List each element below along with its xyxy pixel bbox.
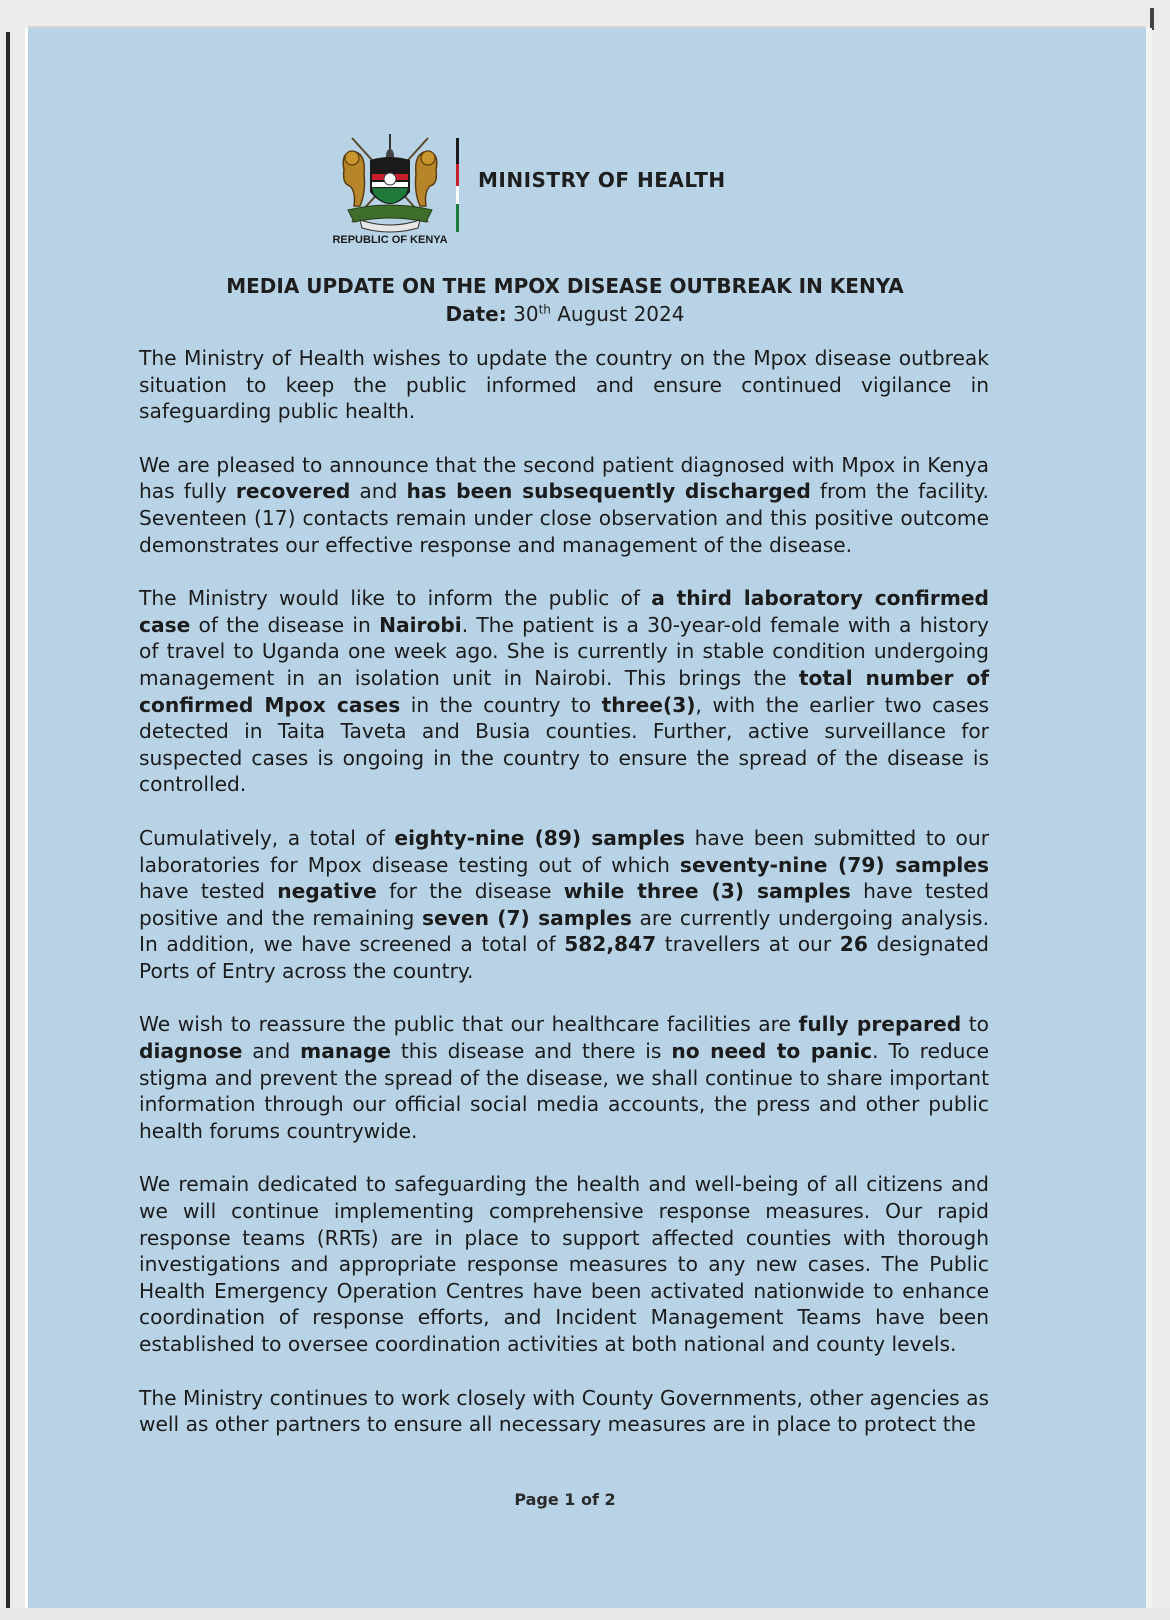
paragraph-text: The Ministry continues to work closely with County Governments, other agencies as well as other partners to ensure all necessary measures are in place to protect the bbox=[139, 1385, 989, 1437]
bold-text: seventy-nine (79) samples bbox=[679, 852, 989, 877]
ministry-name: MINISTRY OF HEALTH bbox=[478, 168, 726, 192]
paragraph-text: travellers at our bbox=[656, 932, 840, 957]
paragraph-text: from the facility. Seventeen (17) contacts remain under close observation and this positive outcome demonstrates our effective response and management of the disease. bbox=[139, 479, 989, 557]
paragraph-text: . The patient is a 30-year-old female with a history of travel to Uganda one week ago. She is currently in stable condition undergoing management in an isolation unit in Nairobi. This brings the bbox=[139, 612, 989, 690]
bold-text: while three (3) samples bbox=[563, 879, 851, 904]
paragraph-text: and bbox=[350, 479, 407, 504]
document-title: MEDIA UPDATE ON THE MPOX DISEASE OUTBREAK IN KENYA bbox=[226, 274, 904, 298]
body-paragraph bbox=[139, 585, 989, 798]
paragraph-text: The Ministry would like to inform the public of bbox=[139, 586, 652, 611]
paragraph-text: We wish to reassure the public that our healthcare facilities are bbox=[139, 1012, 799, 1037]
body-paragraph bbox=[139, 825, 989, 985]
paragraph-text: , with the earlier two cases detected in Taita Taveta and Busia counties. Further, active surveillance for suspected cases is ongoing in the country to ensure the spread of the disease is controlled. bbox=[139, 692, 989, 797]
scan-left-edge bbox=[6, 32, 10, 1612]
paragraph-text: We remain dedicated to safeguarding the health and well-being of all citizens and we will continue implementing comprehensive response measures. Our rapid response teams (RRTs) are in place to support affected counties with thorough investigations and appropriate response measures to any new cases. The Public Health Emergency Operation Centres have been activated nationwide to enhance coordination of response efforts, and Incident Management Teams have been established to oversee coordination activities at both national and county levels. bbox=[139, 1172, 989, 1356]
bold-text: a third laboratory confirmed case bbox=[139, 586, 990, 637]
scan-bottom-edge bbox=[0, 1608, 1170, 1620]
body-paragraph bbox=[139, 1385, 989, 1438]
body-paragraph bbox=[139, 452, 989, 558]
paragraph-text: have tested bbox=[139, 879, 278, 904]
bold-text: 26 bbox=[839, 932, 868, 957]
bold-text: eighty-nine (89) samples bbox=[394, 825, 686, 850]
document-body bbox=[139, 345, 989, 1465]
paragraph-text: to bbox=[961, 1012, 990, 1037]
body-paragraph bbox=[139, 1011, 989, 1144]
body-paragraph bbox=[139, 345, 989, 425]
paragraph-text: in the country to bbox=[400, 692, 602, 717]
bold-text: fully prepared bbox=[798, 1012, 962, 1037]
paragraph-text: The Ministry of Health wishes to update the country on the Mpox disease outbreak situation to keep the public informed and ensure continued vigilance in safeguarding public health. bbox=[139, 346, 989, 424]
paragraph-text: . To reduce stigma and prevent the spread of the disease, we shall continue to share important information through our official social media accounts, the press and other public health forums countrywide. bbox=[139, 1039, 989, 1143]
page-number: Page 1 of 2 bbox=[514, 1490, 616, 1509]
date-suffix: th bbox=[538, 302, 551, 317]
bold-text: recovered bbox=[235, 479, 351, 504]
paragraph-text: are currently undergoing analysis. In addition, we have screened a total of bbox=[139, 905, 989, 957]
paragraph-text: have been submitted to our laboratories for Mpox disease testing out of which bbox=[139, 825, 989, 877]
bold-text: has been subsequently discharged bbox=[406, 479, 811, 504]
scan-right-edge bbox=[1146, 28, 1152, 1608]
bold-text: negative bbox=[277, 879, 377, 904]
date-label: Date: bbox=[445, 302, 507, 326]
paragraph-text: for the disease bbox=[376, 879, 564, 904]
bold-text: no need to panic bbox=[671, 1039, 873, 1064]
paragraph-text: designated Ports of Entry across the country. bbox=[139, 932, 989, 983]
bold-text: manage bbox=[300, 1039, 391, 1064]
date-day: 30 bbox=[513, 302, 539, 326]
paragraph-text: Cumulatively, a total of bbox=[139, 825, 395, 850]
paragraph-text: this disease and there is bbox=[390, 1039, 672, 1064]
bold-text: Nairobi bbox=[379, 612, 462, 637]
bold-text: diagnose bbox=[139, 1039, 243, 1064]
coat-of-arms-icon bbox=[330, 130, 450, 240]
letterhead bbox=[290, 100, 890, 250]
body-paragraph bbox=[139, 1171, 989, 1357]
scan-corner-mark bbox=[1150, 8, 1154, 30]
paragraph-text: of the disease in bbox=[190, 612, 380, 637]
bold-text: 582,847 bbox=[564, 932, 657, 957]
bold-text: total number of confirmed Mpox cases bbox=[139, 665, 989, 717]
paragraph-text: and bbox=[242, 1039, 301, 1064]
paragraph-text: We are pleased to announce that the second patient diagnosed with Mpox in Kenya has fully bbox=[139, 452, 989, 504]
date-month-year: August 2024 bbox=[557, 302, 685, 326]
bold-text: three(3) bbox=[601, 692, 696, 717]
paragraph-text: have tested positive and the remaining bbox=[139, 879, 990, 930]
document-date bbox=[140, 302, 990, 326]
flag-divider bbox=[456, 138, 459, 232]
republic-label: REPUBLIC OF KENYA bbox=[332, 234, 448, 246]
bold-text: seven (7) samples bbox=[422, 905, 632, 930]
